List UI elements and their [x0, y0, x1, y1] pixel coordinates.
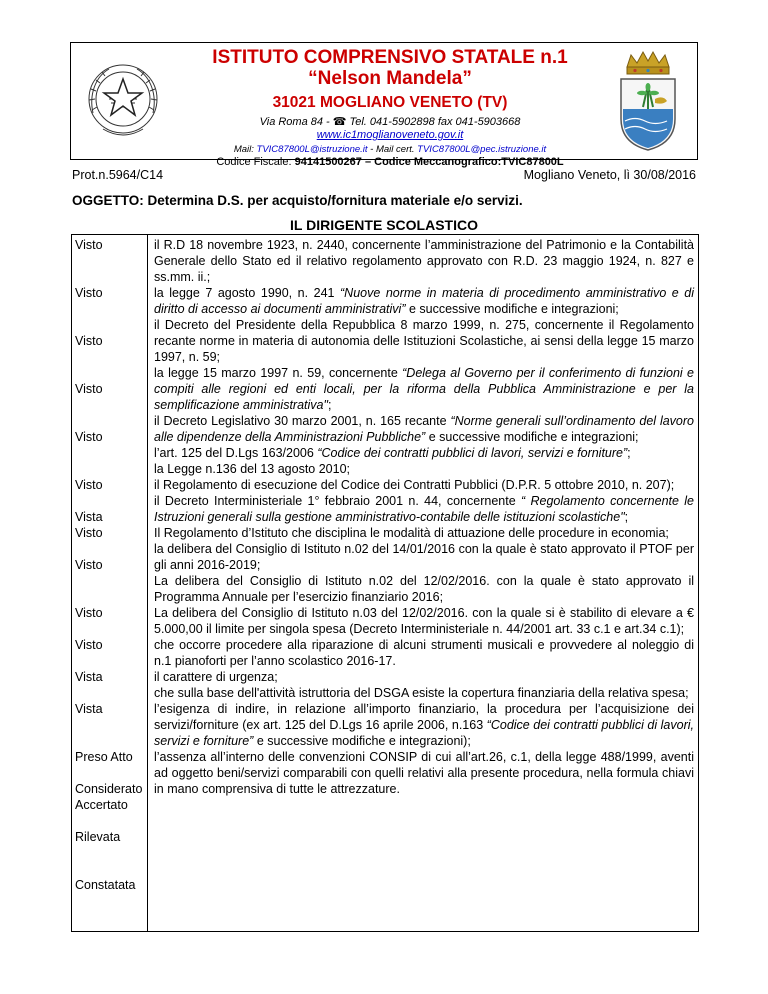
item-text: la Legge n.136 del 13 agosto 2010; — [154, 462, 351, 476]
consideration-item — [154, 285, 694, 317]
items-container — [148, 235, 698, 797]
school-city: 31021 MOGLIANO VENETO (TV) — [272, 94, 508, 111]
municipal-coat-of-arms-icon — [615, 49, 681, 153]
consideration-item — [154, 669, 694, 685]
italian-republic-emblem-icon — [81, 55, 165, 145]
consideration-item — [154, 573, 694, 605]
row-label: Visto — [75, 558, 103, 572]
consideration-item — [154, 413, 694, 445]
item-text: e successive modifiche e integrazioni; — [405, 302, 619, 316]
consideration-item — [154, 701, 694, 749]
row-label: Visto — [75, 430, 103, 444]
consideration-item — [154, 637, 694, 669]
text-column — [148, 235, 699, 932]
row-label: Rilevata — [75, 830, 121, 844]
item-text: che occorre procedere alla riparazione di alcuni strumenti musicali e provvedere al noleggio di n.1 pianoforti per l’anno scolastico 2016-17. — [154, 638, 694, 668]
item-text: ; — [627, 446, 631, 460]
item-text: “ Regolamento concernente le Istruzioni generali sulla gestione amministrativo-contabile delle istituzioni scolastiche" — [154, 494, 694, 524]
item-text: e successive modifiche e integrazioni; — [425, 430, 639, 444]
row-label: Preso Atto — [75, 750, 133, 764]
row-label: Visto — [75, 638, 103, 652]
item-text: la delibera del Consiglio di Istituto n.02 del 14/01/2016 con la quale è stato approvato il PTOF per gli anni 2016-2019; — [154, 542, 694, 572]
consideration-item — [154, 477, 694, 493]
fiscal-label: Codice Fiscale: — [216, 156, 295, 168]
item-text: il Decreto Legislativo 30 marzo 2001, n. 165 recante — [154, 414, 451, 428]
school-address — [175, 115, 605, 129]
item-text: il Decreto Interministeriale 1° febbraio 2001 n. 44, concernente — [154, 494, 521, 508]
mail-label: Mail: — [233, 144, 257, 155]
item-text: Il Regolamento d’Istituto che disciplina le modalità di attuazione delle procedure in economia; — [154, 526, 669, 540]
phone-fax-text: Tel. 041-5902898 fax 041-5903668 — [346, 116, 521, 128]
item-text: che sulla base dell'attività istruttoria del DSGA esiste la copertura finanziaria della relativa spesa; — [154, 686, 689, 700]
item-text: la legge 7 agosto 1990, n. 241 — [154, 286, 340, 300]
subject-line: OGGETTO: Determina D.S. per acquisto/fornitura materiale e/o servizi. — [72, 193, 523, 208]
fiscal-code: 94141500267 — [294, 156, 362, 168]
item-text: La delibera del Consiglio di Istituto n.02 del 12/02/2016. con la quale è stato approvato il Programma Annuale per l’esercizio finanziario 2016; — [154, 574, 694, 604]
row-label: Visto — [75, 238, 103, 252]
considerations-table — [71, 234, 699, 932]
consideration-item — [154, 365, 694, 413]
school-subtitle: “Nelson Mandela” — [308, 68, 472, 89]
row-label: Visto — [75, 478, 103, 492]
letterhead-text — [175, 43, 605, 169]
protocol-number: Prot.n.5964/C14 — [72, 168, 164, 182]
mail-link[interactable]: TVIC87800L@istruzione.it — [256, 144, 368, 155]
item-text: e successive modifiche e integrazioni); — [253, 734, 471, 748]
row-label: Visto — [75, 606, 103, 620]
school-name: ISTITUTO COMPRENSIVO STATALE n.1 — [212, 47, 568, 68]
row-label: Visto — [75, 382, 103, 396]
website-link[interactable]: www.ic1moglianoveneto.gov.it — [316, 129, 464, 141]
consideration-item — [154, 605, 694, 637]
item-text: il Regolamento di esecuzione del Codice dei Contratti Pubblici (D.P.R. 5 ottobre 2010, n. 207); — [154, 478, 675, 492]
row-label: Visto — [75, 334, 103, 348]
item-text: “Nuove norme in materia di procedimento amministrativo e di diritto di accesso ai documenti amministrativi” — [154, 286, 695, 316]
consideration-item — [154, 461, 694, 477]
place-date: Mogliano Veneto, lì 30/08/2016 — [523, 168, 696, 182]
consideration-item — [154, 749, 694, 797]
item-text: il Decreto del Presidente della Repubblica 8 marzo 1999, n. 275, concernente il Regolamento recante norme in materia di autonomia delle Istituzioni Scolastiche, ai sensi della legge 15 marzo 1997, n. 59; — [154, 318, 694, 364]
consideration-item — [154, 445, 694, 461]
row-label: Vista — [75, 510, 103, 524]
item-text: “Codice dei contratti pubblici di lavori, servizi e forniture” — [154, 718, 694, 748]
item-text: ; — [624, 510, 629, 524]
row-label: Visto — [75, 286, 103, 300]
label-column — [72, 235, 148, 932]
item-text: l’art. 125 del D.Lgs 163/2006 — [154, 446, 318, 460]
consideration-item — [154, 237, 694, 285]
mech-code: TVIC87800L — [501, 156, 564, 168]
row-label: Accertato — [75, 798, 128, 812]
item-text: “Delega al Governo per il conferimento di funzioni e compiti alle regioni ed enti locali, per la riforma della Pubblica Amministrazione e per la semplificazione amministrativa" — [154, 366, 694, 412]
consideration-item — [154, 493, 694, 525]
row-label: Vista — [75, 670, 103, 684]
item-text: “Codice dei contratti pubblici di lavori, servizi e forniture” — [317, 446, 628, 460]
consideration-item — [154, 525, 694, 541]
labels-container — [72, 237, 147, 893]
item-text: La delibera del Consiglio di Istituto n.03 del 12/02/2016. con la quale si è stabilito di elevare a € 5.000,00 il limite per singola spesa (Decreto Interministeriale n. 44/2001 art. 33 c.1 e art.34 c.1); — [154, 606, 694, 636]
item-text: l’assenza all’interno delle convenzioni CONSIP di cui all’art.26, c.1, della legge 488/1999, aventi ad oggetto beni/servizi comparabili con quelli relativi alla presente procedura, nella formula chiavi in mano comprensiva di tutte le attrezzature. — [154, 750, 694, 796]
dirigente-heading: IL DIRIGENTE SCOLASTICO — [290, 217, 478, 233]
item-text: “Norme generali sull’ordinamento del lavoro alle dipendenze della Amministrazioni Pubbliche” — [154, 414, 694, 444]
mech-label: – Codice Meccanografico: — [361, 156, 502, 168]
cert-mail-link[interactable]: TVIC87800L@pec.istruzione.it — [417, 144, 547, 155]
row-label: Vista — [75, 702, 103, 716]
item-text: il R.D 18 novembre 1923, n. 2440, concernente l’amministrazione del Patrimonio e la Contabilità Generale dello Stato ed il relativo regolamento approvato con R.D. 23 maggio 1924, n. 827 e ss.mm. ii.; — [154, 238, 694, 284]
row-label: Constatata — [75, 878, 136, 892]
mail-line — [175, 143, 605, 156]
telephone-icon: ☎ — [332, 116, 347, 128]
consideration-item — [154, 685, 694, 701]
cert-label: - Mail cert. — [367, 144, 418, 155]
row-label: Visto — [75, 526, 103, 540]
address-text: Via Roma 84 - — [259, 116, 333, 128]
consideration-item — [154, 317, 694, 365]
letterhead — [70, 42, 698, 168]
item-text: ; — [327, 398, 332, 412]
consideration-item — [154, 541, 694, 573]
item-text: l’esigenza di indire, in relazione all’importo finanziario, la procedura per l’acquisizione dei servizi/forniture (ex art. 125 del D.Lgs 16 aprile 2006, n.163 — [154, 702, 694, 732]
item-text: il carattere di urgenza; — [154, 670, 278, 684]
item-text: la legge 15 marzo 1997 n. 59, concernente — [154, 366, 403, 380]
row-label: Considerato — [75, 782, 143, 796]
